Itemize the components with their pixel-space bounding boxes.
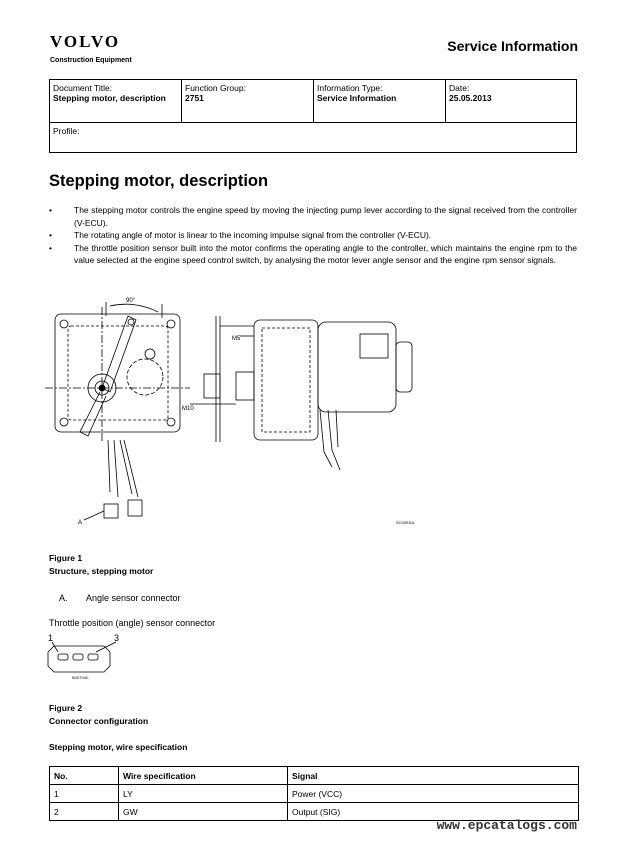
connector-a [104, 504, 118, 518]
lever-pin [128, 319, 134, 325]
figure-code: SC00ESA [396, 520, 415, 525]
m5-label: M5 [232, 336, 241, 342]
table-cell: 2 [50, 803, 119, 821]
connector-pin-diagram [46, 632, 136, 682]
brand-logo: VOLVO [50, 32, 121, 51]
motor-internal [262, 328, 310, 432]
profile-cell [50, 123, 577, 153]
info-type-cell [314, 80, 446, 123]
connector-pin [58, 654, 68, 660]
leader-line [84, 511, 104, 520]
sensor-screw [145, 349, 155, 359]
mount-hole [167, 418, 175, 426]
sensor-outline [127, 359, 163, 395]
date-cell [446, 80, 577, 123]
figure2-caption: Connector configuration [49, 716, 149, 726]
wire [108, 440, 110, 492]
pin-1-label: 1 [48, 633, 54, 643]
doc-title-cell [50, 80, 182, 123]
table-row [50, 785, 579, 803]
list-item: • The throttle position sensor built into the motor confirms the operating angle to the controller, which maintains the engine rpm to the value selected at the engine speed control switch, by analysing the motor lever angle sensor and the engine rpm sensor signals. [49, 242, 577, 267]
angle-label: 90° [126, 298, 136, 304]
column-header: No. [50, 767, 119, 785]
end-cap [396, 342, 412, 392]
connector-heading: Throttle position (angle) sensor connector [49, 618, 216, 628]
figure2-number: Figure 2 [49, 703, 83, 713]
description-list [49, 204, 577, 267]
column-header: Wire specification [119, 767, 288, 785]
date-value: 25.05.2013 [449, 93, 492, 103]
motor-housing-hidden [68, 326, 168, 420]
section-title: Service Information [447, 38, 578, 54]
connector-code: B00704C [72, 675, 89, 680]
info-type-value: Service Information [317, 93, 397, 103]
figure1-caption: Structure, stepping motor [49, 566, 154, 576]
function-group-cell [182, 80, 314, 123]
brand-subtitle: Construction Equipment [50, 57, 132, 64]
stepping-motor-drawing [40, 292, 430, 532]
connector-pin [73, 654, 83, 660]
gear-housing [318, 322, 396, 412]
pin-3-label: 3 [114, 633, 120, 643]
doc-title-value: Stepping motor, description [53, 93, 166, 103]
spec-heading: Stepping motor, wire specification [49, 742, 188, 752]
mount-hole [60, 418, 68, 426]
sensor-box [360, 334, 388, 358]
mount-hole [60, 320, 68, 328]
motor-lever [102, 316, 136, 392]
table-cell: 1 [50, 785, 119, 803]
angle-arc [110, 304, 158, 312]
doc-title-label: Document Title: [53, 83, 113, 93]
figure1-item-text: Angle sensor connector [86, 593, 181, 603]
shaft-hub [204, 374, 220, 398]
function-group-label: Function Group: [185, 83, 246, 93]
wire-spec-table [49, 766, 579, 821]
wire [320, 410, 332, 467]
connector-pin [88, 654, 98, 660]
watermark: www.epcatalogs.com [436, 818, 577, 833]
list-item: • The stepping motor controls the engine speed by moving the injecting pump lever according to the signal received from the controller (V-ECU). [49, 204, 577, 229]
leader-line [96, 642, 116, 652]
profile-label: Profile: [53, 126, 80, 136]
m10-label: M10 [182, 406, 194, 412]
coupling [236, 372, 254, 400]
wire [114, 440, 118, 497]
date-label: Date: [449, 83, 470, 93]
table-header-row [50, 767, 579, 785]
connector-b [128, 500, 142, 516]
function-group-value: 2751 [185, 93, 204, 103]
page-title: Stepping motor, description [49, 172, 269, 190]
wire [336, 410, 338, 447]
motor-flange [55, 314, 180, 432]
figure1-number: Figure 1 [49, 553, 83, 563]
document-meta-table [49, 79, 577, 153]
wire [328, 410, 340, 470]
table-cell: Output (SIG) [288, 803, 579, 821]
table-cell: Power (VCC) [288, 785, 579, 803]
table-cell: LY [119, 785, 288, 803]
connector-a-label: A [78, 520, 83, 526]
motor-body [254, 320, 318, 440]
mount-hole [167, 320, 175, 328]
figure1-item-letter: A. [59, 593, 68, 603]
column-header: Signal [288, 767, 579, 785]
table-cell: GW [119, 803, 288, 821]
list-item: • The rotating angle of motor is linear to the incoming impulse signal from the controller (V-ECU). [49, 229, 577, 242]
info-type-label: Information Type: [317, 83, 383, 93]
